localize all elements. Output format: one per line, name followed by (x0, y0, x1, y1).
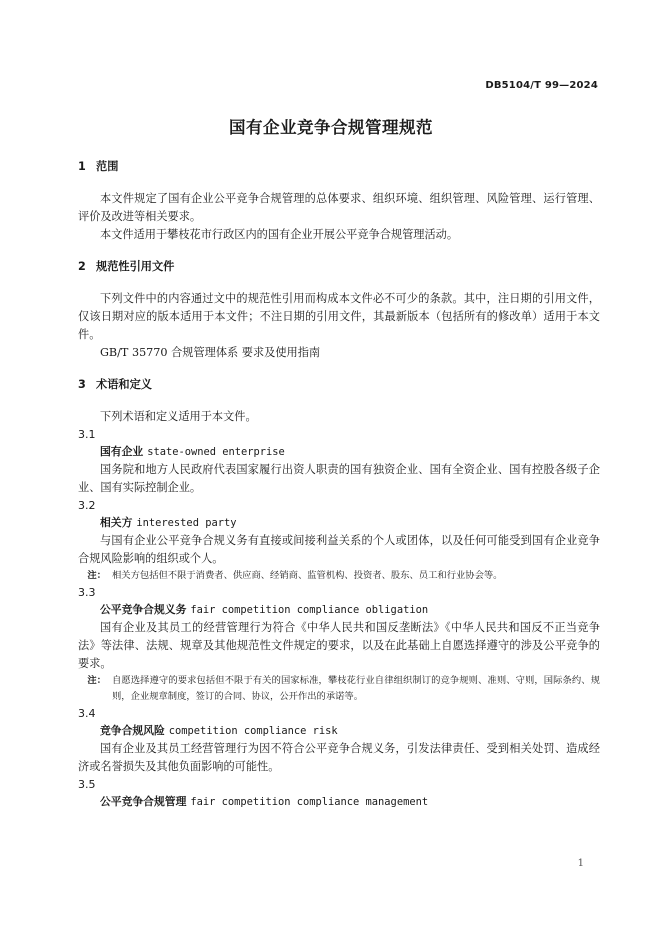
term-name (78, 722, 600, 740)
section-1-heading (78, 158, 600, 176)
page-number: 1 (577, 858, 584, 869)
term-name-en: competition compliance risk (168, 725, 338, 737)
term-name (78, 514, 600, 532)
term-definition: 与国有企业公平竞争合规义务有直接或间接利益关系的个人或团体，以及任何可能受到国有企业竞争合规风险影响的组织或个人。 (78, 534, 600, 565)
term-name-zh: 公平竞争合规义务 (100, 603, 187, 616)
note-text: 自愿选择遵守的要求包括但不限于有关的国家标准，攀枝花行业自律组织制订的竞争规则、准则、守则，国际条约、规则，企业规章制度，签订的合同、协议，公开作出的承诺等。 (112, 675, 600, 702)
section-3-intro: 下列术语和定义适用于本文件。 (100, 410, 257, 423)
term-definition: 国务院和地方人民政府代表国家履行出资人职责的国有独资企业、国有全资企业、国有控股各级子企业、国有实际控制企业。 (78, 463, 600, 494)
term-definition: 国有企业及其员工的经营管理行为符合《中华人民共和国反垄断法》《中华人民共和国反不正当竞争法》等法律、法规、规章及其他规范性文件规定的要求，以及在此基础上自愿选择遵守的涉及公平竞争的要求。 (78, 621, 600, 670)
section-title: 范围 (96, 160, 119, 173)
note-label: 注： (87, 570, 106, 581)
term-name (78, 443, 600, 461)
term-definition: 国有企业及其员工经营管理行为因不符合公平竞争合规义务，引发法律责任、受到相关处罚、造成经济或名誉损失及其他负面影响的可能性。 (78, 742, 600, 773)
normative-reference: GB/T 35770 合规管理体系 要求及使用指南 (100, 346, 321, 359)
note-text: 相关方包括但不限于消费者、供应商、经销商、监管机构、投资者、股东、员工和行业协会等。 (112, 570, 503, 581)
document-code: DB5104/T 99—2024 (485, 80, 598, 91)
term-name (78, 793, 600, 811)
term-name-en: fair competition compliance management (190, 796, 429, 808)
term-number: 3.5 (78, 778, 96, 791)
section-2-heading (78, 258, 600, 276)
term-name (78, 601, 600, 619)
term-number: 3.4 (78, 707, 96, 720)
section-2-paragraph-1: 下列文件中的内容通过文中的规范性引用而构成本文件必不可少的条款。其中，注日期的引用文件，仅该日期对应的版本适用于本文件；不注日期的引用文件，其最新版本（包括所有的修改单）适用于本文件。 (78, 292, 600, 341)
term-note (78, 673, 600, 705)
term-note (78, 568, 600, 584)
document-title: 国有企业竞争合规管理规范 (229, 118, 433, 137)
section-3-heading (78, 376, 600, 394)
term-name-zh: 国有企业 (100, 445, 144, 458)
section-1-paragraph-1: 本文件规定了国有企业公平竞争合规管理的总体要求、组织环境、组织管理、风险管理、运行管理、评价及改进等相关要求。 (78, 192, 600, 223)
section-number: 2 (78, 260, 86, 273)
section-title: 术语和定义 (96, 378, 152, 391)
note-label: 注： (87, 675, 106, 686)
section-1-paragraph-2: 本文件适用于攀枝花市行政区内的国有企业开展公平竞争合规管理活动。 (100, 228, 459, 241)
section-title: 规范性引用文件 (96, 260, 175, 273)
term-number: 3.2 (78, 499, 96, 512)
term-name-en: fair competition compliance obligation (190, 604, 429, 616)
term-number: 3.3 (78, 586, 96, 599)
term-name-en: interested party (136, 517, 237, 529)
document-body (78, 158, 600, 811)
term-name-zh: 相关方 (100, 516, 133, 529)
term-name-zh: 竞争合规风险 (100, 724, 165, 737)
section-number: 1 (78, 160, 86, 173)
section-number: 3 (78, 378, 86, 391)
term-name-zh: 公平竞争合规管理 (100, 795, 187, 808)
term-number: 3.1 (78, 428, 96, 441)
term-name-en: state-owned enterprise (147, 446, 285, 458)
